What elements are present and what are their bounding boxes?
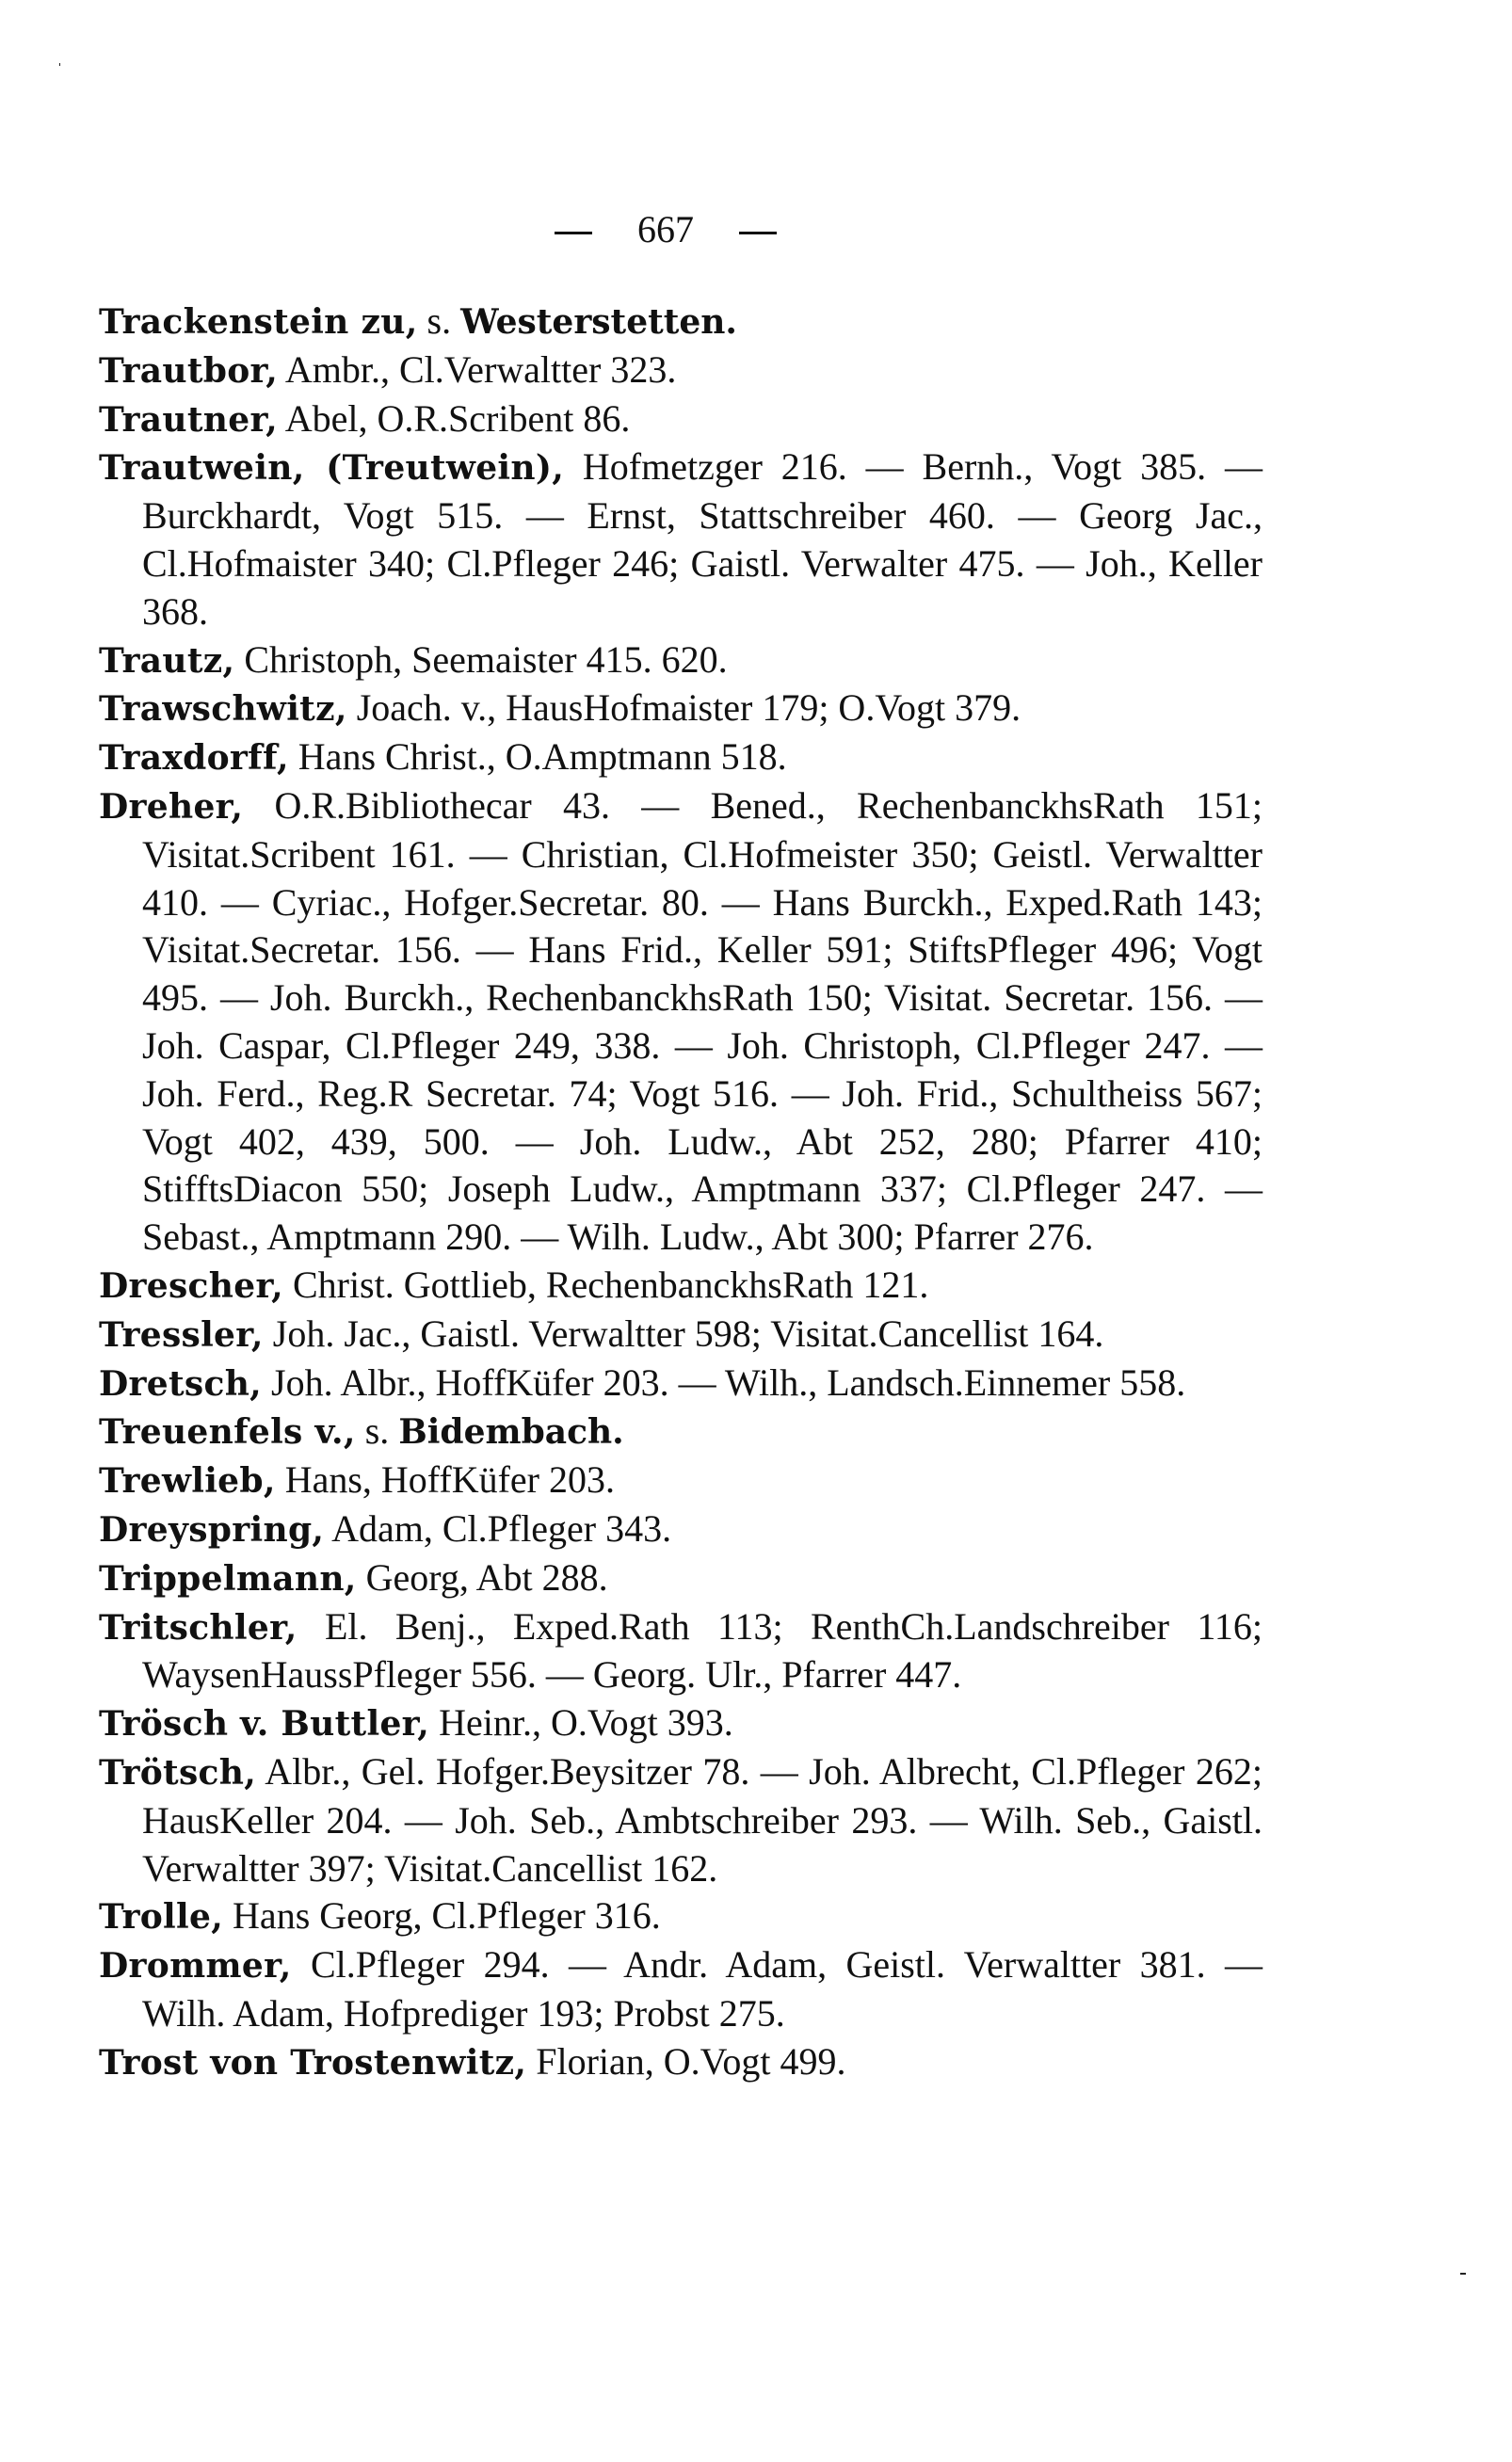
- entry-headword: Treuenfels v.,: [99, 1412, 356, 1453]
- entry-headword: Trippelmann,: [99, 1558, 357, 1599]
- index-entry: [99, 2038, 1263, 2087]
- entry-text: Albr., Gel. Hofger.Beysitzer 78. — Joh. Albrecht, Cl.Pfleger 262; HausKeller 204. — Joh. Seb., Ambtschreiber 293. — Wilh. Seb., Gaistl. Verwaltter 397; Visitat.Cancellist 162.: [142, 1749, 1263, 1890]
- entry-headword: Drescher,: [99, 1265, 283, 1306]
- entry-text: Christ. Gottlieb, RechenbanckhsRath 121.: [282, 1263, 929, 1306]
- entry-headword: Trautwein, (Treutwein),: [99, 448, 565, 489]
- entry-text: Adam, Cl.Pfleger 343.: [324, 1506, 672, 1550]
- index-entry: [99, 1699, 1263, 1748]
- entry-cross-reference: Bidembach.: [398, 1412, 624, 1453]
- entry-text: Christoph, Seemaister 415. 620.: [234, 637, 728, 681]
- entry-text: Joach. v., HausHofmaister 179; O.Vogt 379.: [346, 686, 1021, 730]
- entry-headword: Trost von Trostenwitz,: [99, 2042, 527, 2083]
- index-entry: [99, 1456, 1263, 1505]
- entry-headword: Trautz,: [99, 640, 235, 681]
- entry-cross-reference: Westerstetten.: [460, 302, 737, 342]
- index-entry: [99, 1554, 1263, 1603]
- entry-headword: Tressler,: [99, 1314, 264, 1355]
- entry-text: Georg, Abt 288.: [356, 1555, 608, 1599]
- scan-speck: [59, 63, 60, 66]
- entry-headword: Traxdorff,: [99, 738, 289, 779]
- entry-text: Abel, O.R.Scribent 86.: [277, 396, 631, 440]
- entry-text: O.R.Bibliothecar 43. — Bened., RechenbanckhsRath 151; Visitat.Scribent 161. — Christian, Cl.Hofmeister 350; Geistl. Verwaltter 410. — Cyriac., Hofger.Secretar. 80. — Hans Burckh., Exped.Rath 143; Visitat.Secretar. 156. — Hans Frid., Keller 591; StiftsPfleger 496; Vogt 495. — Joh. Burckh., RechenbanckhsRath 150; Visitat. Secretar. 156. — Joh. Caspar, Cl.Pfleger 249, 338. — Joh. Christoph, Cl.Pfleger 247. — Joh. Ferd., Reg.R Secretar. 74; Vogt 516. — Joh. Frid., Schultheiss 567; Vogt 402, 439, 500. — Joh. Ludw., Abt 252, 280; Pfarrer 410; StifftsDiacon 550; Joseph Ludw., Amptmann 337; Cl.Pfleger 247. — Sebast., Amptmann 290. — Wilh. Ludw., Abt 300; Pfarrer 276.: [142, 783, 1263, 1259]
- index-entry: [99, 1311, 1263, 1360]
- entry-headword: Trewlieb,: [99, 1461, 276, 1502]
- entry-text: Hofmetzger 216. — Bernh., Vogt 385. — Burckhardt, Vogt 515. — Ernst, Stattschreiber 460. — Georg Jac., Cl.Hofmaister 340; Cl.Pfleger 246; Gaistl. Verwalter 475. — Joh., Keller 368.: [142, 445, 1263, 633]
- index-entry: [99, 1360, 1263, 1408]
- entry-text: El. Benj., Exped.Rath 113; RenthCh.Landschreiber 116; WaysenHaussPfleger 556. — Georg. Ulr., Pfarrer 447.: [142, 1604, 1263, 1697]
- entry-text: Florian, O.Vogt 499.: [526, 2039, 846, 2083]
- scan-speck: [1460, 2273, 1466, 2275]
- index-entry: [99, 1505, 1263, 1554]
- index-entry: [99, 1408, 1263, 1456]
- entry-text: Joh. Jac., Gaistl. Verwaltter 598; Visitat.Cancellist 164.: [263, 1311, 1104, 1355]
- index-entries: [99, 298, 1263, 2086]
- index-entry: [99, 636, 1263, 685]
- index-entry: [99, 733, 1263, 782]
- entry-headword: Trackenstein zu,: [99, 302, 418, 342]
- index-entry: [99, 346, 1263, 395]
- index-entry: [99, 298, 1263, 346]
- entry-headword: Trötsch,: [99, 1752, 257, 1793]
- index-entry: [99, 443, 1263, 636]
- entry-headword: Dreyspring,: [99, 1509, 325, 1550]
- index-entry: [99, 782, 1263, 1262]
- entry-headword: Dretsch,: [99, 1363, 263, 1404]
- entry-text: Hans Christ., O.Amptmann 518.: [288, 735, 787, 779]
- entry-text: Joh. Albr., HoffKüfer 203. — Wilh., Landsch.Einnemer 558.: [262, 1360, 1186, 1404]
- entry-headword: Trolle,: [99, 1897, 224, 1938]
- entry-text: Ambr., Cl.Verwaltter 323.: [278, 347, 677, 391]
- entry-text: s.: [417, 299, 461, 342]
- index-entry: [99, 1941, 1263, 2038]
- entry-headword: Tritschler,: [99, 1607, 298, 1648]
- index-entry: [99, 1748, 1263, 1892]
- entry-headword: Dreher,: [99, 786, 244, 827]
- entry-headword: Trawschwitz,: [99, 689, 347, 730]
- entry-headword: Trautbor,: [99, 350, 279, 391]
- index-entry: [99, 1603, 1263, 1700]
- page-number-dash-right: [739, 232, 777, 234]
- entry-headword: Trautner,: [99, 399, 278, 440]
- entry-headword: Drommer,: [99, 1946, 292, 1987]
- entry-headword: Trösch v. Buttler,: [99, 1704, 430, 1745]
- page-number: [0, 209, 1331, 250]
- entry-text: s.: [355, 1409, 399, 1453]
- index-entry: [99, 1892, 1263, 1941]
- entry-text: Cl.Pfleger 294. — Andr. Adam, Geistl. Verwaltter 381. — Wilh. Adam, Hofprediger 193; Probst 275.: [142, 1943, 1263, 2035]
- entry-text: Heinr., O.Vogt 393.: [429, 1701, 733, 1745]
- index-entry: [99, 684, 1263, 733]
- index-entry: [99, 395, 1263, 444]
- page-number-dash-left: [555, 232, 592, 234]
- entry-text: Hans, HoffKüfer 203.: [275, 1458, 615, 1502]
- page-number-value: 667: [637, 208, 694, 250]
- entry-text: Hans Georg, Cl.Pfleger 316.: [223, 1894, 661, 1938]
- index-entry: [99, 1262, 1263, 1311]
